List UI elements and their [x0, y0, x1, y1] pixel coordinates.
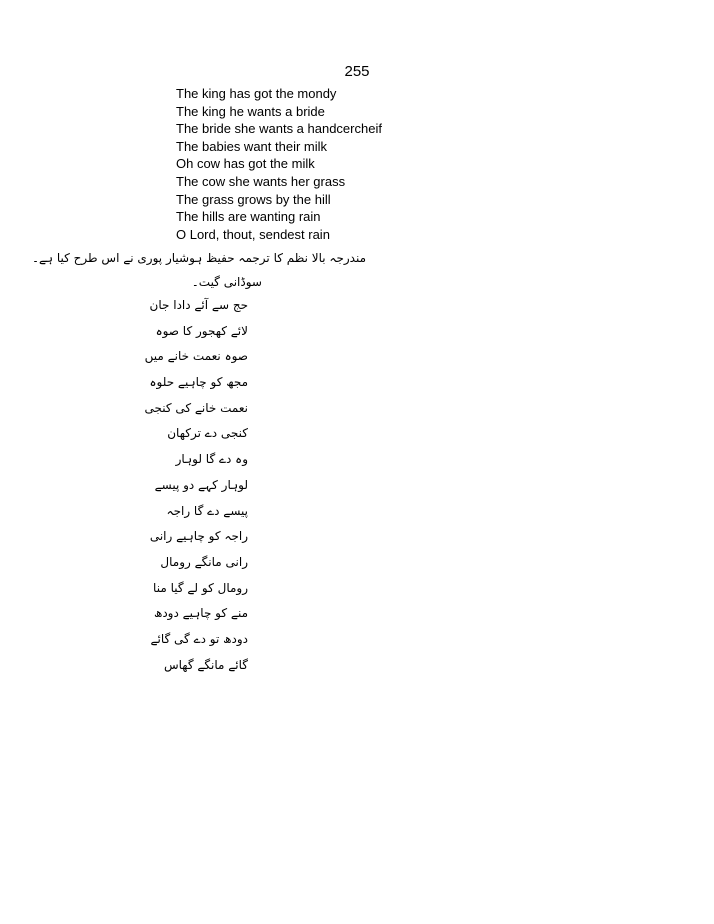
urdu-verse-line: لوہار کہے دو پیسے: [154, 477, 248, 492]
urdu-verse-line: پیسے دے گا راجہ: [166, 503, 248, 518]
poem-line: Oh cow has got the milk: [176, 156, 315, 172]
english-poem: [176, 85, 382, 243]
urdu-verse-line: رومال کو لے گیا منا: [153, 580, 248, 595]
urdu-verse-line: مجھ کو چاہیے حلوہ: [149, 375, 248, 390]
poem-line: The cow she wants her grass: [176, 173, 346, 189]
poem-line: The babies want their milk: [176, 138, 328, 154]
urdu-verse-line: گائے مانگے گھاس: [164, 657, 248, 672]
urdu-intro-text: مندرجہ بالا نظم کا ترجمہ حفیظ ہوشیار پوری نے اس طرح کیا ہے۔: [31, 251, 366, 265]
urdu-verse-line: حج سے آئے دادا جان: [149, 298, 248, 312]
urdu-poem-title: سوڈانی گیت۔: [191, 275, 262, 289]
poem-line: The bride she wants a handcercheif: [176, 121, 382, 137]
page-number: 255: [344, 63, 370, 80]
poem-line: The hills are wanting rain: [176, 209, 321, 225]
poem-line: O Lord, thout, sendest rain: [176, 226, 330, 242]
urdu-verse-line: رانی مانگے رومال: [160, 554, 248, 569]
poem-line: The king he wants a bride: [176, 103, 325, 119]
urdu-verse-line: منے کو چاہیے دودھ: [153, 606, 248, 621]
urdu-verse-line: نعمت خانے کی کنجی: [144, 400, 248, 415]
urdu-verse-line: کنجی دے ترکھان: [167, 426, 248, 441]
urdu-verse-line: لائے کھجور کا صوہ: [155, 323, 248, 338]
urdu-verse-line: راجہ کو چاہیے رانی: [149, 529, 248, 544]
urdu-poem: [144, 293, 248, 678]
urdu-verse-line: صوہ نعمت خانے میں: [144, 349, 248, 364]
urdu-verse-line: وہ دے گا لوہار: [175, 452, 248, 467]
poem-line: The grass grows by the hill: [176, 191, 331, 207]
poem-line: The king has got the mondy: [176, 86, 337, 101]
urdu-verse-line: دودھ تو دے گی گائے: [150, 631, 248, 646]
